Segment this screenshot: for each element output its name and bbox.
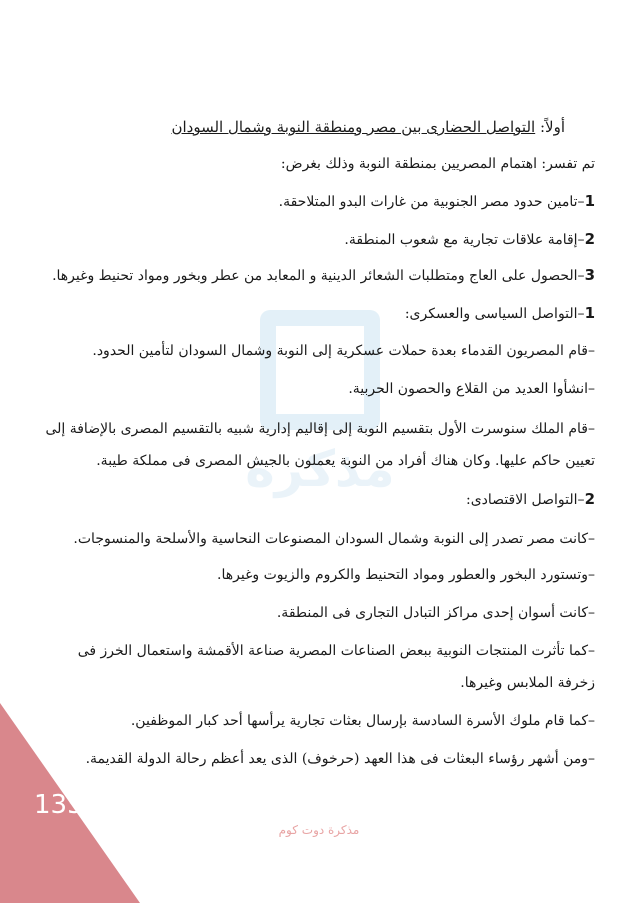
paragraph-line: –قام المصريون القدماء بعدة حملات عسكرية إلى النوبة وشمال السودان لتأمين الحدود.	[92, 343, 595, 359]
paragraph-line: –انشأوا العديد من القلاع والحصون الحربية.	[348, 381, 595, 397]
watermark-text: مذكرة	[245, 440, 395, 498]
reason-number: 3	[584, 266, 595, 284]
reason-item	[40, 230, 595, 249]
page-number: 135	[34, 790, 84, 820]
reason-text: –الحصول على العاج ومتطلبات الشعائر الدينية و المعابد من عطر وبخور ومواد تحنيط وغيرها.	[52, 268, 585, 284]
watermark-logo	[190, 300, 450, 520]
paragraph-line: زخرفة الملابس وغيرها.	[460, 675, 595, 691]
reason-text: –تامين حدود مصر الجنوبية من غارات البدو المتلاحقة.	[278, 194, 585, 210]
section-heading-text: –التواصل السياسى والعسكرى:	[404, 306, 585, 322]
reason-item	[40, 192, 595, 211]
paragraph-line: تعيين حاكم عليها. وكان هناك أفراد من النوبة يعملون بالجيش المصرى فى مملكة طيبة.	[96, 453, 595, 469]
reason-number: 2	[584, 230, 595, 248]
paragraph-line: –كانت أسوان إحدى مراكز التبادل التجارى فى المنطقة.	[276, 605, 595, 621]
paragraph-line: –قام الملك سنوسرت الأول بتقسيم النوبة إلى إقاليم إدارية شبيه بالتقسيم المصرى بالإضافة إلى	[45, 421, 595, 437]
paragraph-line: –كما قام ملوك الأسرة السادسة بإرسال بعثات تجارية يرأسها أحد كبار الموظفين.	[130, 713, 595, 729]
footer-brand: مذكرة دوت كوم	[278, 823, 360, 837]
section-number: 2	[584, 490, 595, 508]
title-prefix: أولاً:	[539, 118, 565, 136]
paragraph-line: –وتستورد البخور والعطور ومواد التحنيط والكروم والزيوت وغيرها.	[217, 567, 595, 583]
paragraph-line: –ومن أشهر رؤساء البعثات فى هذا العهد (حرخوف) الذى يعد أعظم رحالة الدولة القديمة.	[85, 751, 595, 767]
section-heading	[40, 490, 595, 509]
paragraph-line: –كما تأثرت المنتجات النوبية ببعض الصناعات المصرية صناعة الأقمشة واستعمال الخرز فى	[77, 643, 595, 659]
intro-line: تم تفسر: اهتمام المصريين بمنطقة النوبة وذلك بغرض:	[280, 156, 595, 172]
reason-text: –إقامة علاقات تجارية مع شعوب المنطقة.	[344, 232, 585, 248]
section-number: 1	[584, 304, 595, 322]
section-heading	[40, 304, 595, 323]
paragraph-line: –كانت مصر تصدر إلى النوبة وشمال السودان المصنوعات النحاسية والأسلحة والمنسوجات.	[73, 531, 595, 547]
watermark-box	[260, 310, 380, 430]
reason-number: 1	[584, 192, 595, 210]
reason-item	[40, 266, 595, 285]
title-text: التواصل الحضارى بين مصر ومنطقة النوبة وشمال السودان	[171, 118, 536, 136]
section-heading-text: –التواصل الاقتصادى:	[466, 492, 585, 508]
page-title	[10, 118, 565, 136]
